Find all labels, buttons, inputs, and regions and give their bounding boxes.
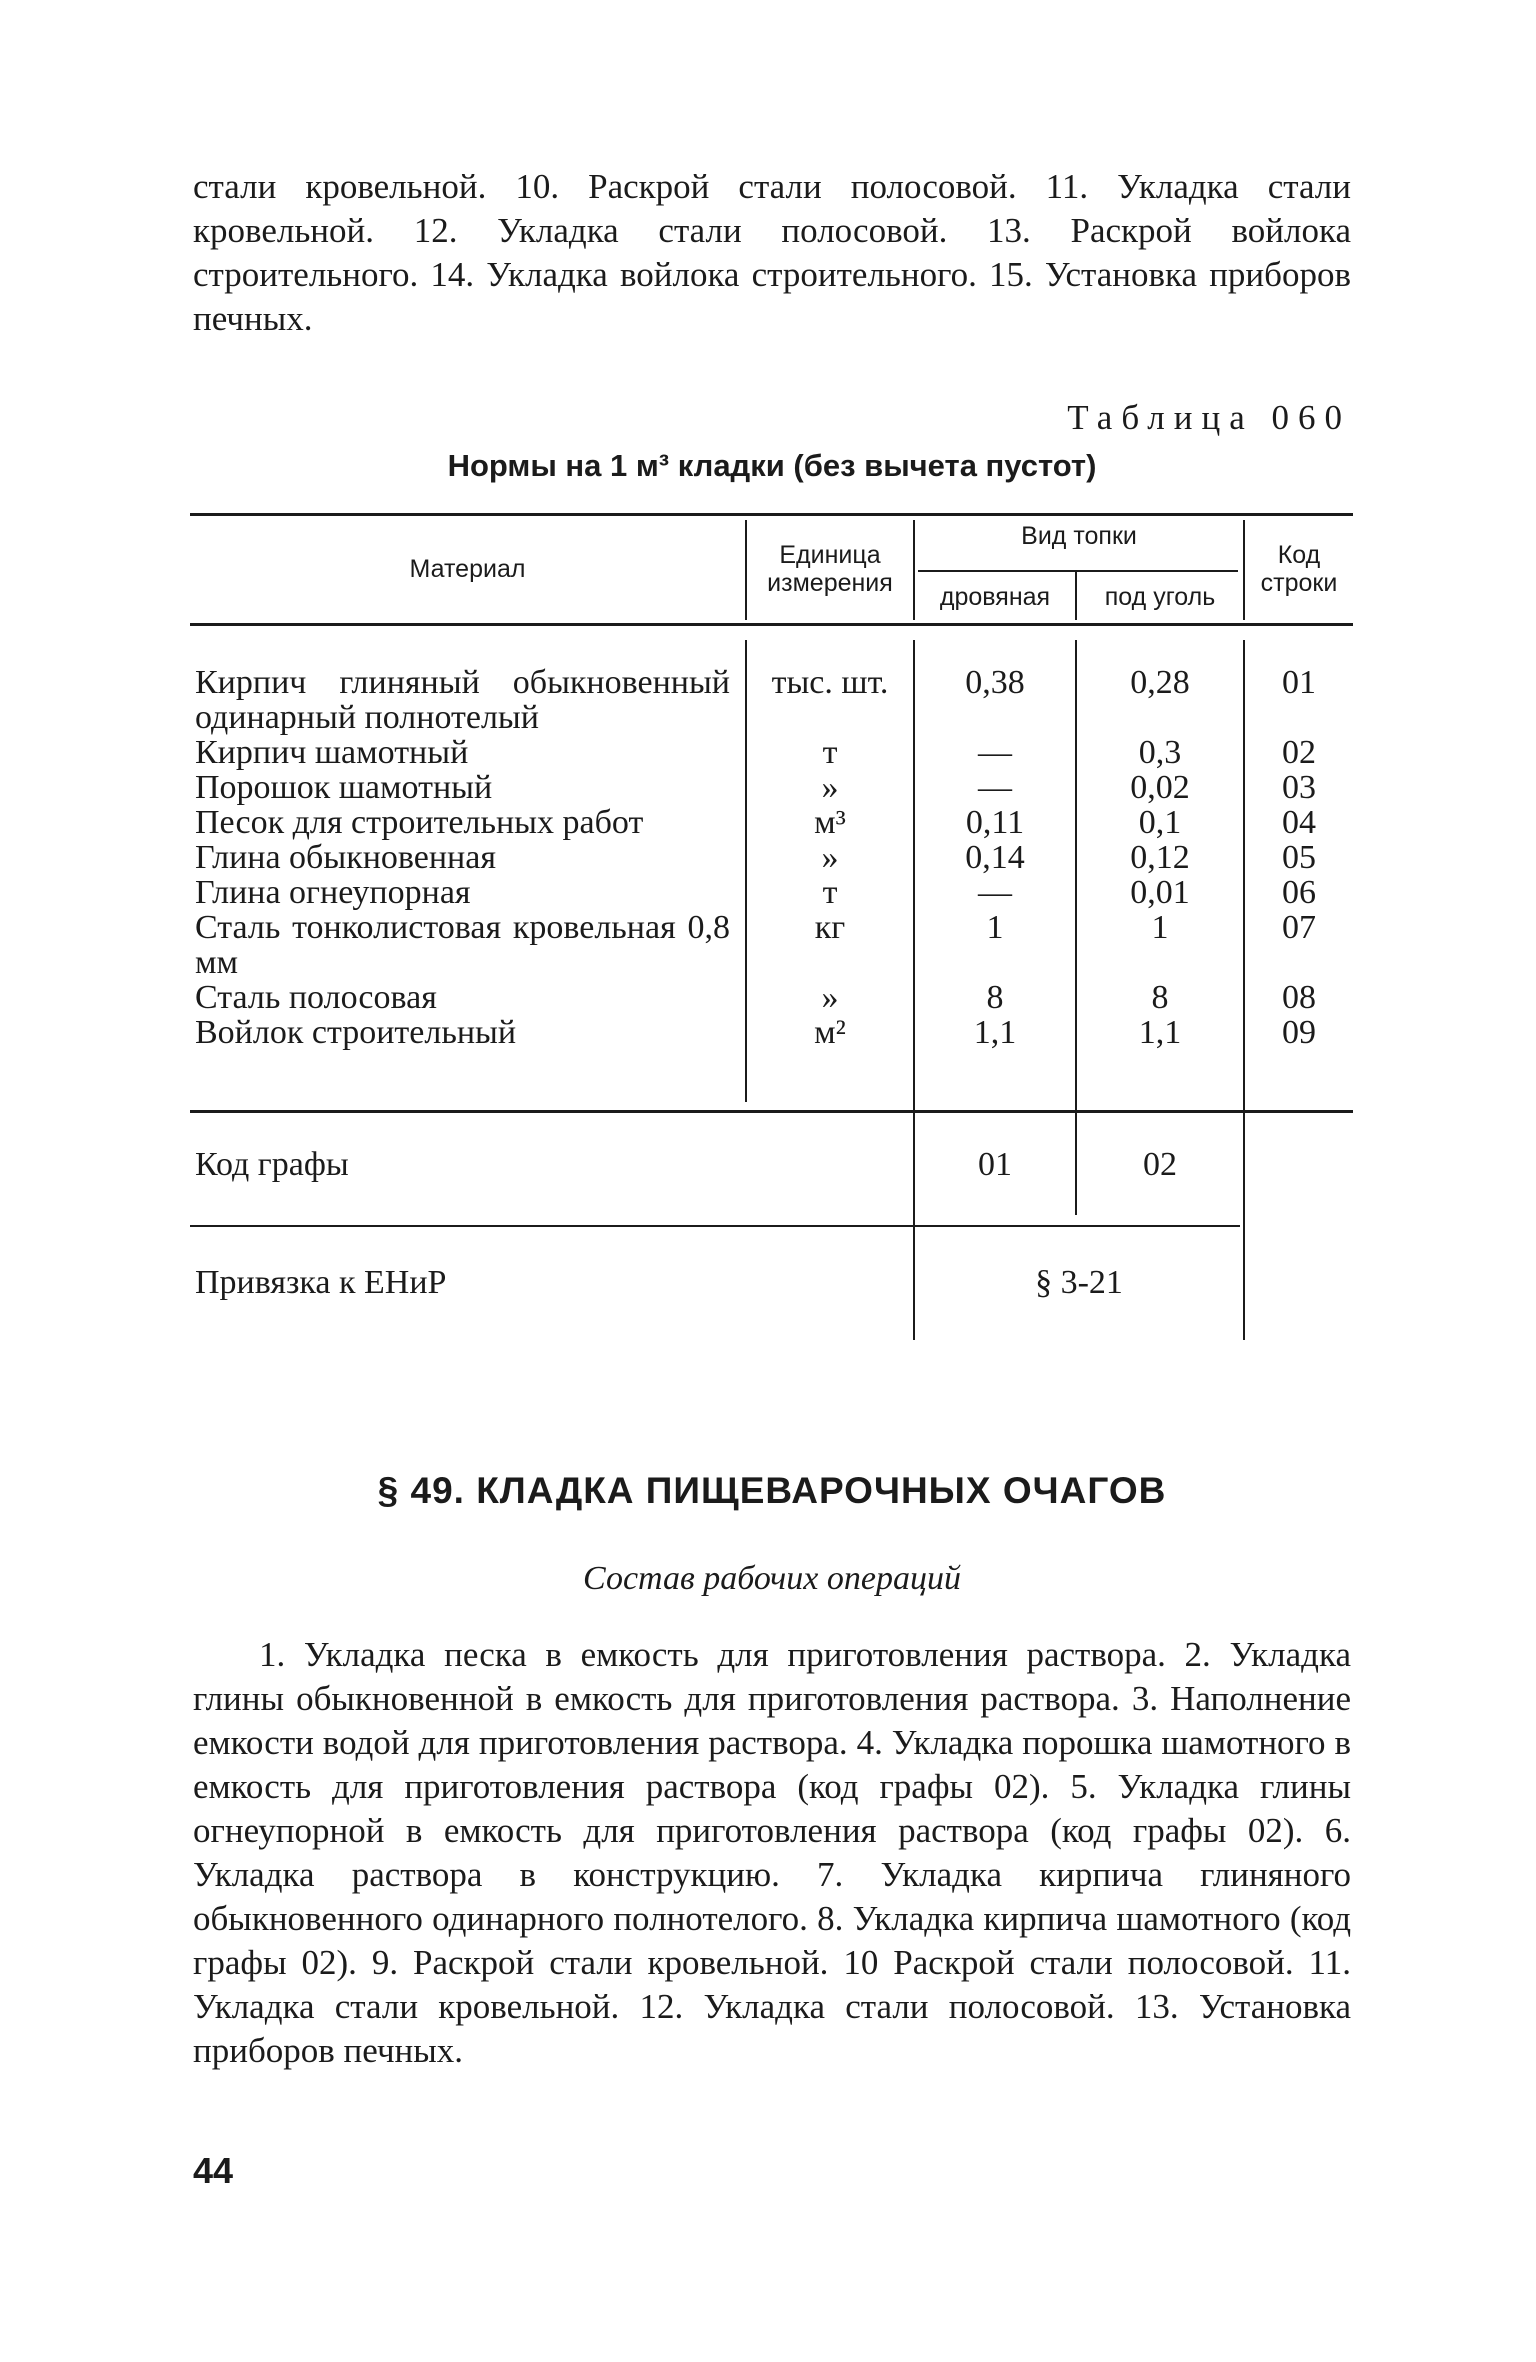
row-09-code: 09 [1282, 1014, 1316, 1051]
section-subtitle: Состав рабочих операций [583, 1560, 961, 1597]
header-bottom-rule [190, 623, 1353, 626]
row-06-material: Глина огнеупорная [195, 874, 471, 911]
header-fuel-type: Вид топки [1021, 522, 1137, 550]
row-08-wood: 8 [986, 979, 1004, 1016]
header-material: Материал [409, 555, 526, 583]
row-03-material: Порошок шамотный [195, 769, 493, 806]
enir-value: § 3-21 [1035, 1264, 1123, 1301]
row-05-unit: » [821, 839, 839, 876]
fuel-type-rule [918, 570, 1238, 572]
row-01-wood: 0,38 [965, 664, 1025, 701]
row-07-coal: 1 [1151, 909, 1169, 946]
row-01-code: 01 [1282, 664, 1316, 701]
header-wood: дровяная [939, 583, 1051, 611]
graph-code-label: Код графы [195, 1146, 349, 1183]
section-title: § 49. КЛАДКА ПИЩЕВАРОЧНЫХ ОЧАГОВ [377, 1470, 1167, 1511]
operations-paragraph: 1. Укладка песка в емкость для приготовления раствора. 2. Укладка глины обыкновенной в емкость для приготовления раствора. 3. Наполнение емкости водой для приготовления раствора. 4. Укладка порошка шамотного в емкость для приготовления раствора (код графы 02). 5. Укладка глины огнеупорной в емкость для приготовления раствора (код графы 02). 6. Укладка раствора в конструкцию. 7. Укладка кирпича глиняного обыкновенного одинарного полнотелого. 8. Укладка кирпича шамотного (код графы 02). 9. Раскрой стали кровельной. 10 Раскрой стали полосовой. 11. Укладка стали кровельной. 12. Укладка стали полосовой. 13. Установка приборов печных. [193, 1635, 1351, 2070]
header-row-code: Код строки [1260, 541, 1338, 597]
row-01-coal: 0,28 [1130, 664, 1190, 701]
row-07-material: Сталь тонколистовая кровельная 0,8 мм [195, 909, 730, 981]
table-title: Нормы на 1 м³ кладки (без вычета пустот) [447, 448, 1097, 483]
row-02-coal: 0,3 [1138, 734, 1182, 771]
row-02-code: 02 [1282, 734, 1316, 771]
table-top-rule [190, 513, 1353, 516]
row-08-unit: » [821, 979, 839, 1016]
row-09-material: Войлок строительный [195, 1014, 517, 1051]
header-coal: под уголь [1104, 583, 1216, 611]
row-09-coal: 1,1 [1138, 1014, 1182, 1051]
row-05-material: Глина обыкновенная [195, 839, 496, 876]
row-04-coal: 0,1 [1138, 804, 1182, 841]
row-06-unit: т [822, 874, 838, 911]
row-03-coal: 0,02 [1130, 769, 1190, 806]
row-05-code: 05 [1282, 839, 1316, 876]
row-09-unit: м² [814, 1014, 846, 1051]
row-05-wood: 0,14 [965, 839, 1025, 876]
row-04-wood: 0,11 [965, 804, 1025, 841]
graph-code-rule [190, 1225, 1240, 1227]
row-04-material: Песок для строительных работ [195, 804, 644, 841]
row-04-code: 04 [1282, 804, 1316, 841]
row-03-unit: » [821, 769, 839, 806]
row-06-wood: — [978, 874, 1012, 911]
enir-label: Привязка к ЕНиР [195, 1264, 447, 1301]
row-07-wood: 1 [986, 909, 1004, 946]
row-02-unit: т [822, 734, 838, 771]
row-03-code: 03 [1282, 769, 1316, 806]
row-01-material: Кирпич глиняный обыкновенный одинарный полнотелый [195, 664, 730, 736]
graph-code-wood: 01 [978, 1146, 1012, 1183]
row-06-code: 06 [1282, 874, 1316, 911]
row-08-code: 08 [1282, 979, 1316, 1016]
row-04-unit: м³ [814, 804, 846, 841]
row-07-code: 07 [1282, 909, 1316, 946]
row-09-wood: 1,1 [973, 1014, 1017, 1051]
row-06-coal: 0,01 [1130, 874, 1190, 911]
graph-code-coal: 02 [1143, 1146, 1177, 1183]
row-07-unit: кг [814, 909, 846, 946]
row-08-coal: 8 [1151, 979, 1169, 1016]
row-08-material: Сталь полосовая [195, 979, 437, 1016]
header-unit: Единица измерения [767, 541, 893, 597]
row-01-unit: тыс. шт. [771, 664, 889, 701]
body-bottom-rule [190, 1110, 1353, 1113]
table-caption: Таблица 060 [1067, 398, 1351, 437]
row-03-wood: — [978, 769, 1012, 806]
row-02-material: Кирпич шамотный [195, 734, 469, 771]
row-05-coal: 0,12 [1130, 839, 1190, 876]
intro-paragraph: стали кровельной. 10. Раскрой стали полосовой. 11. Укладка стали кровельной. 12. Укладка стали полосовой. 13. Раскрой войлока строительного. 14. Укладка войлока строительного. 15. Установка приборов печных. [193, 167, 1351, 338]
row-02-wood: — [978, 734, 1012, 771]
page-number: 44 [193, 2150, 234, 2191]
